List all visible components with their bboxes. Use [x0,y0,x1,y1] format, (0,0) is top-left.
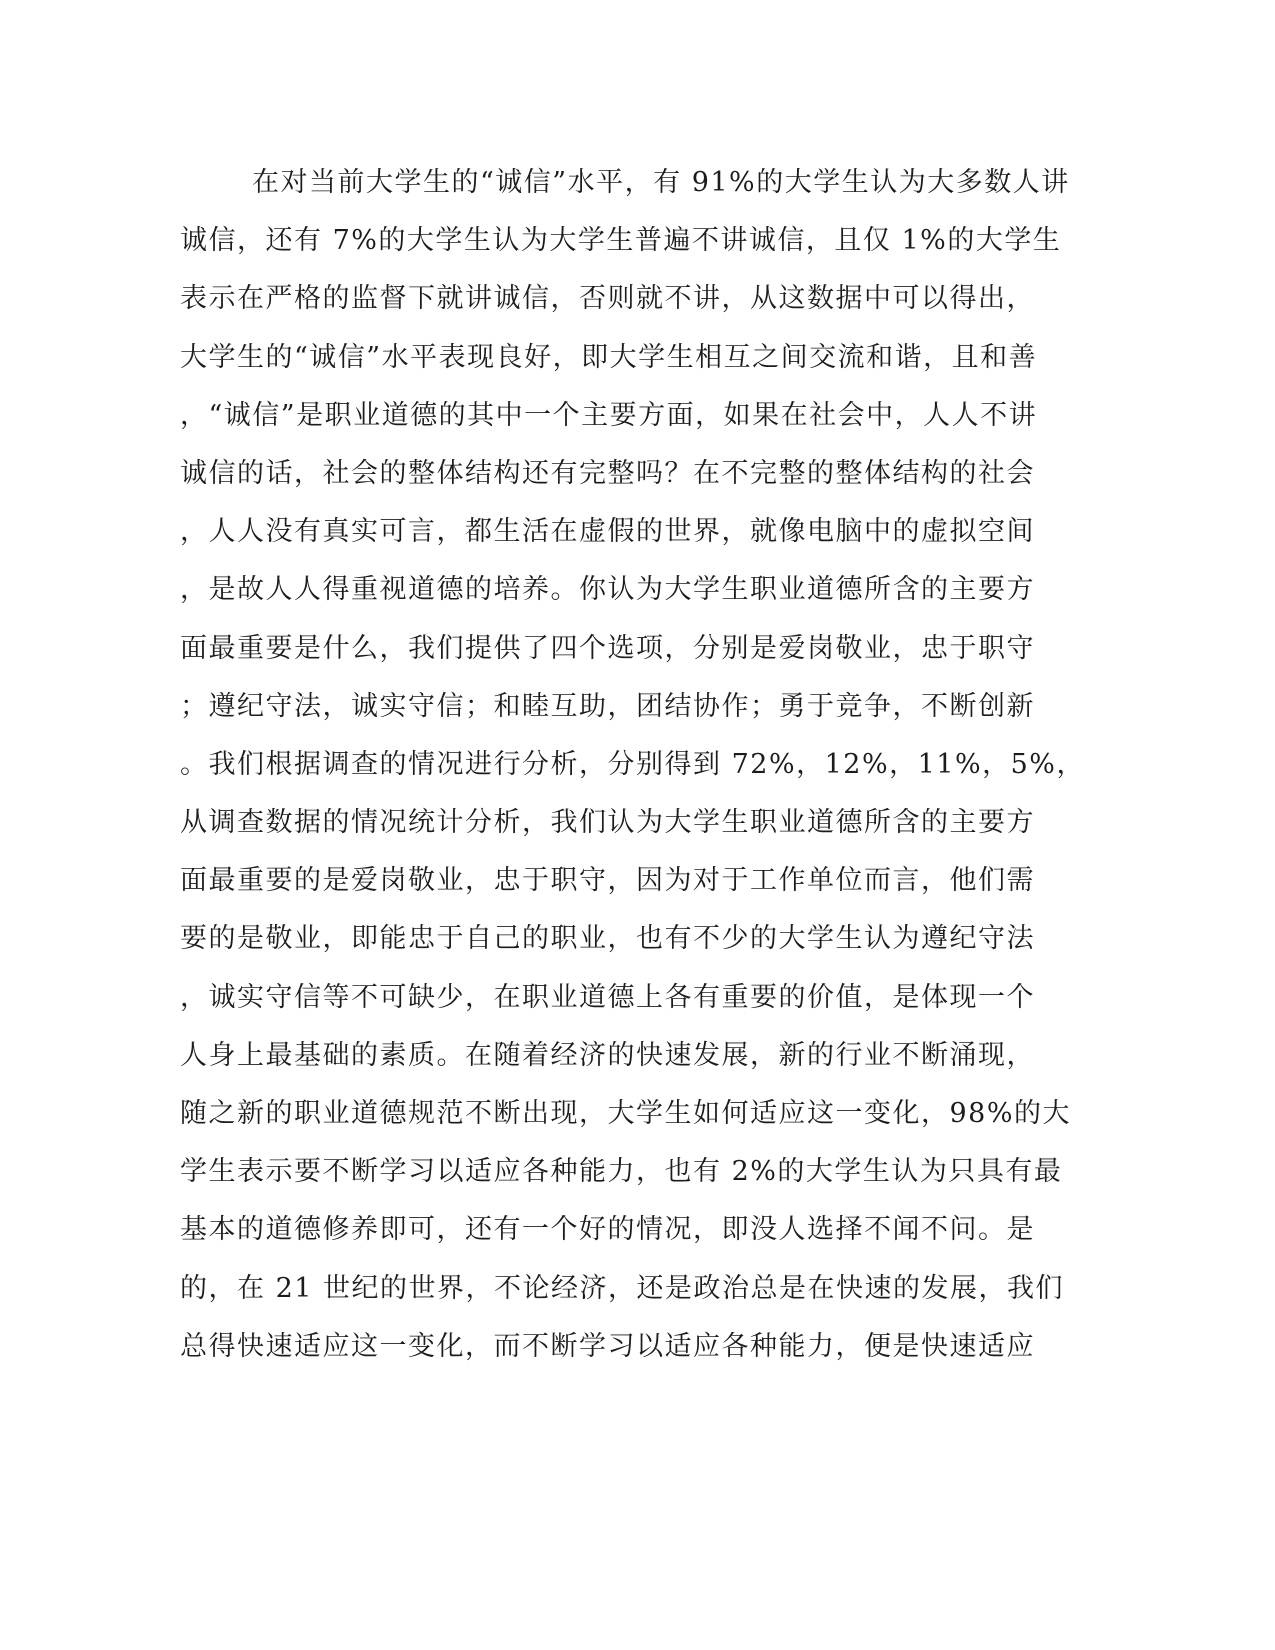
text-line-4: 大学生的“诚信”水平表现良好，即大学生相互之间交流和谐，且和善 [180,341,1038,373]
text-line-21: 总得快速适应这一变化，而不断学习以适应各种能力，便是快速适应 [180,1330,1035,1362]
text-line-1: 在对当前大学生的“诚信”水平，有 91%的大学生认为大多数人讲 [252,167,1070,198]
text-line-7: ，人人没有真实可言，都生活在虚假的世界，就像电脑中的虚拟空间 [180,516,1035,548]
text-line-9: 面最重要是什么，我们提供了四个选项，分别是爱岗敬业，忠于职守 [180,632,1035,664]
text-line-5: ，“诚信”是职业道德的其中一个主要方面，如果在社会中，人人不讲 [180,399,1038,431]
text-line-11: 。我们根据调查的情况进行分析，分别得到 72%，12%，11%，5%， [180,748,1085,780]
text-line-18: 学生表示要不断学习以适应各种能力，也有 2%的大学生认为只具有最 [180,1156,1063,1188]
text-line-13: 面最重要的是爱岗敬业，忠于职守，因为对于工作单位而言，他们需 [180,865,1035,897]
text-line-3: 表示在严格的监督下就讲诚信，否则就不讲，从这数据中可以得出， [180,283,1035,315]
text-line-12: 从调查数据的情况统计分析，我们认为大学生职业道德所含的主要方 [180,807,1035,839]
text-line-8: ，是故人人得重视道德的培养。你认为大学生职业道德所含的主要方 [180,574,1035,606]
text-line-17: 随之新的职业道德规范不断出现，大学生如何适应这一变化，98%的大 [180,1098,1072,1129]
text-line-19: 基本的道德修养即可，还有一个好的情况，即没人选择不闻不问。是 [180,1214,1035,1246]
text-line-16: 人身上最基础的素质。在随着经济的快速发展，新的行业不断涌现， [180,1039,1035,1071]
text-line-2: 诚信，还有 7%的大学生认为大学生普遍不讲诚信，且仅 1%的大学生 [180,225,1062,257]
body-paragraph [180,160,1085,1382]
text-line-15: ，诚实守信等不可缺少，在职业道德上各有重要的价值，是体现一个 [180,981,1035,1013]
text-line-14: 要的是敬业，即能忠于自己的职业，也有不少的大学生认为遵纪守法 [180,923,1035,955]
text-line-20: 的，在 21 世纪的世界，不论经济，还是政治总是在快速的发展，我们 [180,1272,1065,1304]
text-line-6: 诚信的话，社会的整体结构还有完整吗？在不完整的整体结构的社会 [180,457,1035,489]
text-line-10: ；遵纪守法，诚实守信；和睦互助，团结协作；勇于竞争，不断创新 [180,690,1035,722]
